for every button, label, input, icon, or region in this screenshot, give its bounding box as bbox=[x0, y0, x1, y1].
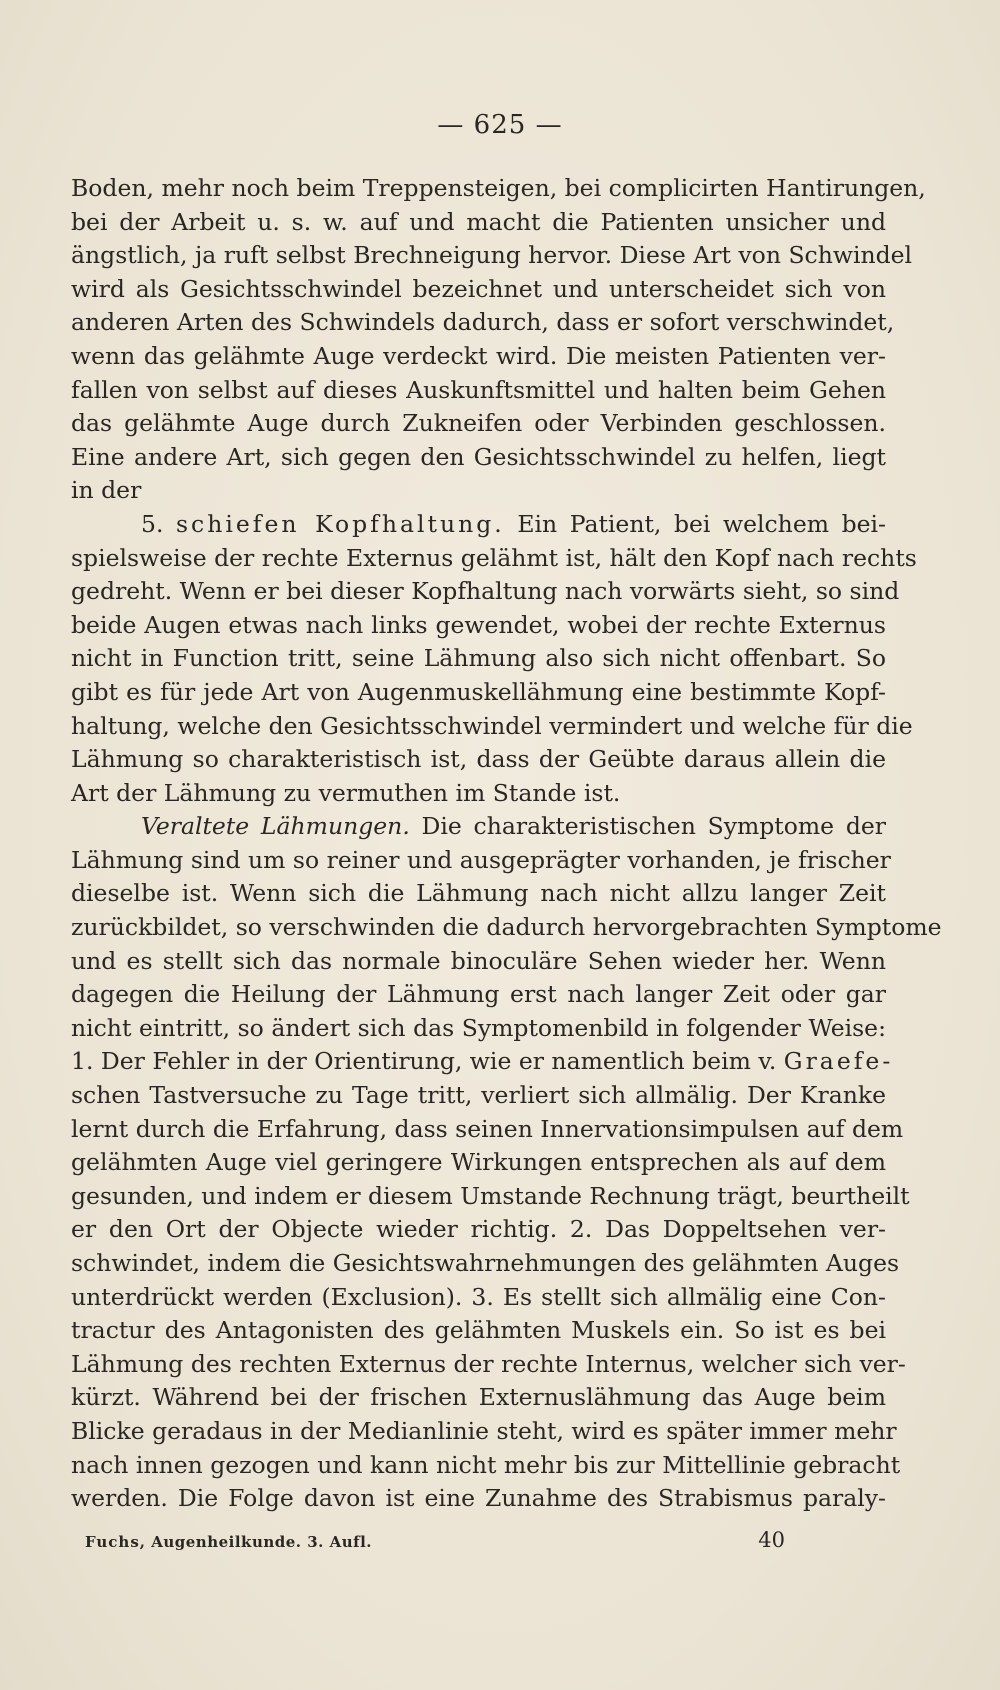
text-line-t: gedreht. Wenn er bei dieser Kopfhaltung nach vorwärts sieht, so sind bbox=[71, 577, 900, 606]
text-line-t: und es stellt sich das normale binoculäre Sehen wieder her. Wenn bbox=[71, 946, 886, 975]
text-line bbox=[71, 508, 886, 542]
text-line bbox=[71, 978, 886, 1012]
text-line-t: haltung, welche den Gesichtsschwindel vermindert und welche für die bbox=[71, 711, 913, 740]
text-line bbox=[71, 1314, 886, 1348]
text-line bbox=[71, 172, 926, 206]
text-line bbox=[71, 1449, 901, 1483]
text-line-t: fallen von selbst auf dieses Auskunftsmittel und halten beim Gehen bbox=[71, 375, 886, 404]
text-line bbox=[71, 1146, 886, 1180]
text-line bbox=[71, 945, 886, 979]
text-line-t: Art der Lähmung zu vermuthen im Stande ist. bbox=[71, 778, 621, 807]
body-text bbox=[71, 172, 942, 1516]
text-line-t: unterdrückt werden (Exclusion). 3. Es stellt sich allmälig eine Con- bbox=[71, 1282, 886, 1311]
text-line bbox=[71, 374, 886, 408]
text-line-t: nach innen gezogen und kann nicht mehr bis zur Mittellinie gebracht bbox=[71, 1450, 901, 1479]
text-line bbox=[71, 1281, 886, 1315]
text-line bbox=[71, 710, 913, 744]
text-line bbox=[71, 1012, 886, 1046]
text-line-t: nicht eintritt, so ändert sich das Symptomenbild in folgender Weise: bbox=[71, 1013, 886, 1042]
text-line-t: Boden, mehr noch beim Treppensteigen, bei complicirten Hantirungen, bbox=[71, 174, 926, 202]
text-line-t: gesunden, und indem er diesem Umstande Rechnung trägt, beurtheilt bbox=[71, 1181, 910, 1210]
text-line bbox=[71, 273, 886, 307]
text-line bbox=[71, 877, 886, 911]
text-line-it: Veraltete Lähmungen. bbox=[141, 812, 410, 841]
text-line bbox=[71, 441, 886, 475]
page-footer bbox=[85, 1528, 785, 1552]
text-line-t: nicht in Function tritt, seine Lähmung also sich nicht offenbart. So bbox=[71, 644, 886, 673]
text-line-t: wenn das gelähmte Auge verdeckt wird. Die meisten Patienten ver- bbox=[71, 341, 886, 370]
text-line bbox=[71, 407, 886, 441]
text-line-post: Ein Patient, bei welchem bei- bbox=[504, 509, 886, 538]
text-line bbox=[71, 676, 886, 710]
text-line-t: bei der Arbeit u. s. w. auf und macht die Patienten unsicher und bbox=[71, 207, 886, 236]
text-line bbox=[71, 1180, 910, 1214]
text-line bbox=[71, 1348, 906, 1382]
text-line bbox=[71, 340, 886, 374]
text-line-t: kürzt. Während bei der frischen Externuslähmung das Auge beim bbox=[71, 1383, 886, 1412]
text-line-t: gelähmten Auge viel geringere Wirkungen entsprechen als auf dem bbox=[71, 1148, 886, 1177]
footer-book-title: , Augenheilkunde. 3. Aufl. bbox=[139, 1533, 373, 1551]
text-line-t: schen Tastversuche zu Tage tritt, verliert sich allmälig. Der Kranke bbox=[71, 1081, 886, 1110]
text-line-t: schwindet, indem die Gesichtswahrnehmungen des gelähmten Auges bbox=[71, 1249, 900, 1277]
text-line-t: dagegen die Heilung der Lähmung erst nach langer Zeit oder gar bbox=[71, 980, 886, 1009]
text-line bbox=[71, 844, 891, 878]
text-line-t: er den Ort der Objecte wieder richtig. 2. Das Doppeltsehen ver- bbox=[71, 1215, 886, 1244]
text-line bbox=[71, 1213, 886, 1247]
text-line-t: wird als Gesichtsschwindel bezeichnet und unterscheidet sich von bbox=[71, 274, 886, 303]
text-line bbox=[71, 206, 886, 240]
text-line bbox=[71, 810, 886, 844]
text-line bbox=[71, 642, 886, 676]
text-line-t: das gelähmte Auge durch Zukneifen oder Verbinden geschlossen. bbox=[71, 409, 886, 438]
text-line-post: - bbox=[882, 1047, 891, 1076]
text-line-pre: 1. Der Fehler in der Orientirung, wie er namentlich beim v. bbox=[71, 1047, 784, 1076]
text-line bbox=[71, 1045, 891, 1079]
text-line-t: ängstlich, ja ruft selbst Brechneigung hervor. Diese Art von Schwindel bbox=[71, 241, 913, 270]
text-line-t: dieselbe ist. Wenn sich die Lähmung nach nicht allzu langer Zeit bbox=[71, 879, 886, 908]
text-line-post: Die charakteristischen Symptome der bbox=[409, 812, 887, 841]
footer-imprint bbox=[85, 1533, 372, 1551]
text-line-t: Lähmung sind um so reiner und ausgeprägter vorhanden, je frischer bbox=[71, 845, 891, 874]
text-line bbox=[71, 1482, 886, 1516]
text-line bbox=[71, 239, 913, 273]
text-line-t: spielsweise der rechte Externus gelähmt ist, hält den Kopf nach rechts bbox=[71, 543, 917, 572]
text-line-t: lernt durch die Erfahrung, dass seinen Innervationsimpulsen auf dem bbox=[71, 1114, 904, 1143]
text-line bbox=[71, 777, 886, 811]
text-line-t: Eine andere Art, sich gegen den Gesichtsschwindel zu helfen, liegt bbox=[71, 442, 886, 471]
text-line bbox=[71, 609, 886, 643]
text-line-sp: Graefe bbox=[783, 1047, 883, 1076]
text-line bbox=[71, 306, 895, 340]
text-line bbox=[71, 1247, 900, 1281]
text-line-t: tractur des Antagonisten des gelähmten Muskels ein. So ist es bei bbox=[71, 1316, 886, 1345]
footer-author: Fuchs bbox=[85, 1533, 140, 1551]
text-line bbox=[71, 575, 900, 609]
text-line bbox=[71, 1415, 897, 1449]
text-line bbox=[71, 1079, 886, 1113]
text-line bbox=[71, 474, 886, 508]
running-head-page-number: — 625 — bbox=[437, 110, 563, 140]
text-line-t: Blicke geradaus in der Medianlinie steht, wird es später immer mehr bbox=[71, 1416, 897, 1445]
signature-mark: 40 bbox=[758, 1528, 785, 1552]
text-line bbox=[71, 542, 917, 576]
text-line bbox=[71, 743, 886, 777]
text-line bbox=[71, 911, 942, 945]
text-line-t: beide Augen etwas nach links gewendet, wobei der rechte Externus bbox=[71, 610, 886, 639]
text-line-sp: schiefen Kopfhaltung. bbox=[175, 509, 505, 538]
text-line-t: werden. Die Folge davon ist eine Zunahme des Strabismus paraly- bbox=[71, 1484, 886, 1513]
text-line-pre: 5. bbox=[141, 509, 176, 538]
text-line-t: anderen Arten des Schwindels dadurch, dass er sofort verschwindet, bbox=[71, 308, 895, 337]
text-line-t: zurückbildet, so verschwinden die dadurch hervorgebrachten Symptome bbox=[71, 913, 942, 942]
text-line-t: Lähmung des rechten Externus der rechte Internus, welcher sich ver- bbox=[71, 1349, 906, 1378]
text-line-t: in der bbox=[71, 476, 142, 505]
text-line-t: gibt es für jede Art von Augenmuskellähmung eine bestimmte Kopf- bbox=[71, 677, 886, 706]
text-line-t: Lähmung so charakteristisch ist, dass der Geübte daraus allein die bbox=[71, 745, 886, 774]
text-line bbox=[71, 1381, 886, 1415]
text-line bbox=[71, 1113, 904, 1147]
